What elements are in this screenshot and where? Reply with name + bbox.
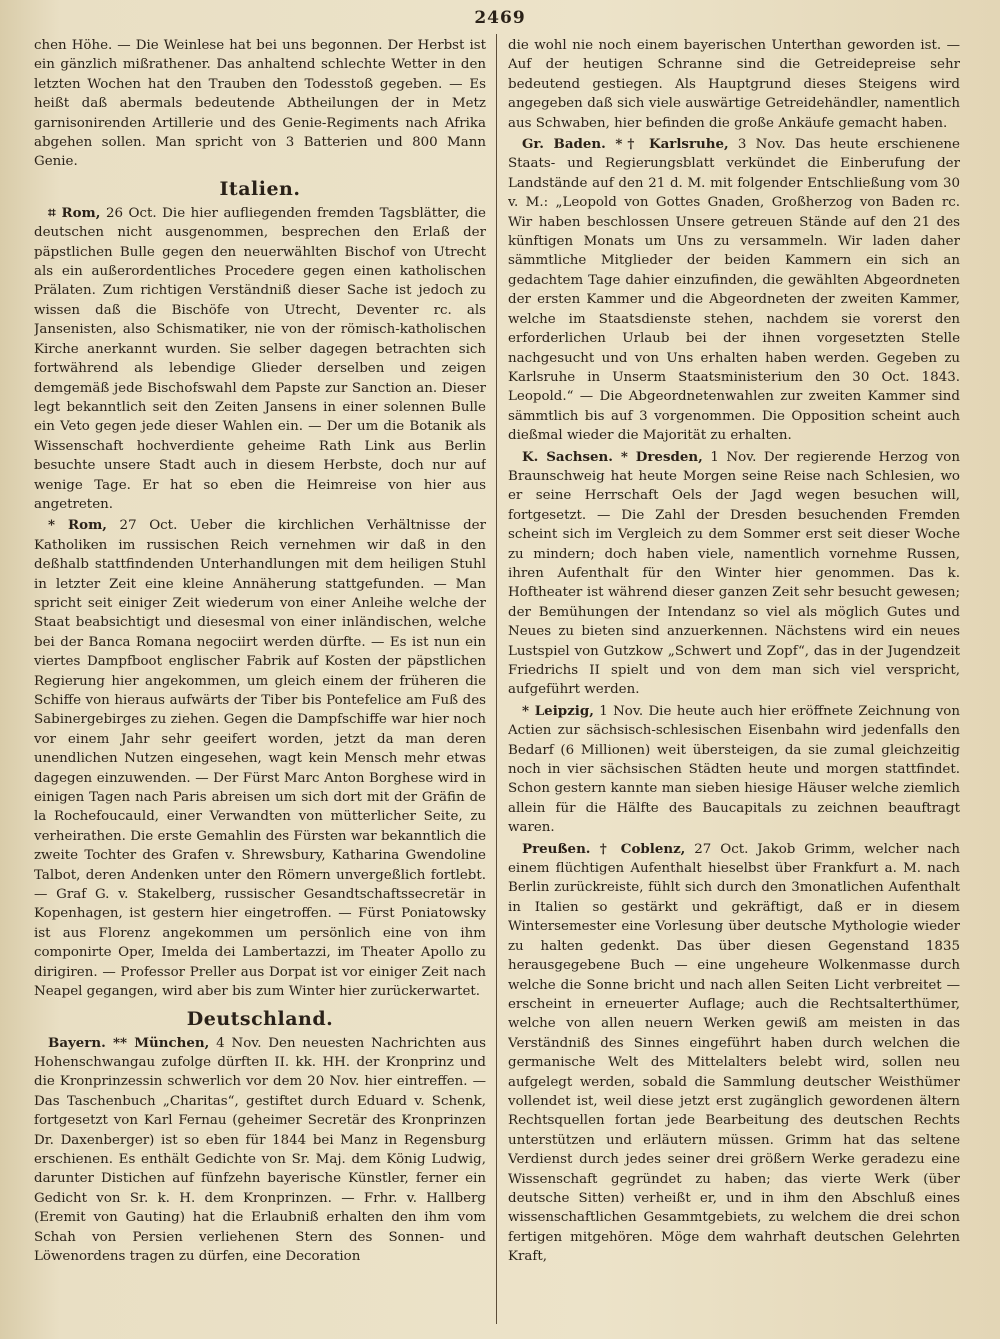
dateline: Preußen. † Coblenz, <box>522 840 686 857</box>
article-text: 1 Nov. Die heute auch hier eröffnete Zeichnung von Actien zur sächsisch-schlesischen Eisenbahn wird jedenfalls den Bedarf (6 Millionen) weit übersteigen, da sie zumal gleichzeitig noch in vier sächsischen Städten heute und morgen stattfindet. Schon gestern kannte man sieben hiesige Häuser welche ziemlich allein für die Hälfte des Baucapitals zu zeichnen beauftragt waren. <box>508 703 960 836</box>
article-text: 27 Oct. Ueber die kirchlichen Verhältnisse der Katholiken im russischen Reich vernehmen wir daß in den deßhalb stattfindenden Unterhandlungen mit dem heiligen Stuhl in letzter Zeit eine kleine Annäherung stattgefunden. — Man spricht seit einiger Zeit wiederum von einer Anleihe welche der Staat beabsichtigt und diesesmal von einer inländischen, welche bei der Banca Romana negociirt werden dürfte. — Es ist nun ein viertes Dampfboot englischer Fabrik auf Kosten der päpstlichen Regierung hier angekommen, um gleich einem der früheren die Schiffe von hieraus aufwärts der Tiber bis Pontefelice am Fuß des Sabinergebirges zu ziehen. Gegen die Dampfschiffe war hier noch vor einem Jahr sehr geeifert worden, jetzt da man deren unendlichen Nutzen eingesehen, wagt kein Mensch mehr etwas dagegen einzuwenden. — Der Fürst Marc Anton Borghese wird in einigen Tagen nach Paris abreisen um sich dort mit der Gräfin de la Rochefoucauld, einer Verwandten von mütterlicher Seite, zu verheirathen. Die erste Gemahlin des Fürsten war bekanntlich die zweite Tochter des Grafen v. Shrewsbury, Katharina Gwendoline Talbot, deren Andenken unter den Römern unvergeßlich fortlebt. — Graf G. v. Stakelberg, russischer Gesandtschaftssecretär in Kopenhagen, ist gestern hier eingetroffen. — Fürst Poniatowsky ist aus Florenz angekommen um persönlich eine von ihm componirte Oper, Imelda dei Lambertazzi, im Theater Apollo zu dirigiren. — Professor Preller aus Dorpat ist vor einiger Zeit nach Neapel gegangen, wird aber bis zum Winter hier zurückerwartet. <box>34 518 486 1000</box>
article-leipzig <box>508 702 960 838</box>
article-dresden <box>508 448 960 700</box>
article-paragraph: die wohl nie noch einem bayerischen Unterthan geworden ist. — Auf der heutigen Schranne sind die Getreidepreise sehr bedeutend gestiegen. Als Hauptgrund dieses Steigens wird angegeben daß sich viele auswärtige Getreidehändler, namentlich aus Schwaben, hier befinden die große Ankäufe gemacht haben. <box>508 38 960 131</box>
page-number: 2469 <box>474 8 526 28</box>
article-karlsruhe <box>508 135 960 446</box>
dateline: Gr. Baden. *† Karlsruhe, <box>522 136 729 153</box>
article-text: 26 Oct. Die hier aufliegenden fremden Tagsblätter, die deutschen nicht ausgenommen, besprechen den Erlaß der päpstlichen Bulle gegen den neuerwählten Bischof von Utrecht als ein außerordentliches Procedere gegen einen katholischen Prälaten. Zum richtigen Verständniß dieser Sache ist jedoch zu wissen daß die Bischöfe von Utrecht, Deventer rc. als Jansenisten, also Schismatiker, nie von der römisch-katholischen Kirche anerkannt wurden. Sie selber dagegen betrachten sich fortwährend als lebendige Glieder derselben und zeigen demgemäß jede Bischofswahl dem Papste zur Sanction an. Dieser legt bekanntlich seit den Zeiten Jansens in einer solennen Bulle ein Veto gegen jede dieser Wahlen ein. — Der um die Botanik als Wissenschaft hochverdiente geheime Rath Link aus Berlin besuchte unsere Stadt auch in diesem Herbste, doch nur auf wenige Tage. Er hat so eben die Heimreise von hier aus angetreten. <box>34 205 486 512</box>
dateline: K. Sachsen. * Dresden, <box>522 448 703 465</box>
section-heading-deutschland: Deutschland. <box>186 1007 334 1030</box>
article-muenchen <box>34 1034 486 1267</box>
article-paragraph: chen Höhe. — Die Weinlese hat bei uns begonnen. Der Herbst ist ein gänzlich mißrathener. Das anhaltend schlechte Wetter in den letzten Wochen hat den Trauben den Todesstoß gegeben. — Es heißt daß abermals bedeutende Abtheilungen der in Metz garnisonirenden Artillerie und des Genie-Regiments nach Afrika abgehen sollen. Man spricht von 3 Batterien und 800 Mann Genie. <box>34 38 486 170</box>
left-column <box>34 36 486 1324</box>
dateline: Bayern. ** München, <box>48 1034 210 1051</box>
article-text: 27 Oct. Jakob Grimm, welcher nach einem flüchtigen Aufenthalt hieselbst über Frankfurt a. M. nach Berlin zurückreiste, fühlt sich durch den 3monatlichen Aufenthalt in Italien so gestärkt und gekräftigt, daß er in diesem Wintersemester eine Vorlesung über deutsche Mythologie wieder zu halten gedenkt. Das über diesen Gegenstand 1835 herausgegebene Buch — eine ungeheure Wolkenmasse durch welche die Sonne bricht und nach allen Seiten Licht verbreitet — erscheint in erneuerter Auflage; auch die Rechtsalterthümer, welche von allen neuern Werken gewiß am meisten in das Verständniß des Sinnes eingeführt haben durch welchen die germanische Welt des Mittelalters belebt wird, sollen neu aufgelegt werden, sobald die Sammlung deutscher Weisthümer vollendet ist, weil diese jetzt erst zugänglich gewordenen ältern Rechtsquellen fortan jede Bearbeitung des deutschen Rechts unterstützen und erläutern müssen. Grimm hat das seltene Verdienst durch jedes seiner drei größern Werke geradezu eine Wissenschaft gegründet zu haben; das vierte Werk (über deutsche Sitten) verheißt er, und in ihm den Abschluß eines wissenschaftlichen Gesammtgebiets, zu welchem die drei schon fertigen mitgehören. Möge dem wahrhaft deutschen Gelehrten Kraft, <box>508 841 960 1265</box>
article-rom-27-oct <box>34 516 486 1001</box>
dateline: * Rom, <box>48 517 107 534</box>
dateline: ⌗ Rom, <box>48 204 101 221</box>
article-coblenz <box>508 840 960 1267</box>
article-text: 1 Nov. Der regierende Herzog von Braunschweig hat heute Morgen seine Reise nach Schlesien, wo er seine Herrschaft Oels der Jagd wegen besuchen will, fortgesetzt. — Die Zahl der Dresden besuchenden Fremden scheint sich im Vergleich zu dem Sommer erst seit dieser Woche zu mindern; doch haben viele, namentlich vornehme Russen, ihren Aufenthalt für den Winter hier genommen. Das k. Hoftheater ist während dieser ganzen Zeit sehr besucht gewesen; der Bemühungen der Intendanz so viel als möglich Gutes und Neues zu bieten sind anzuerkennen. Nächstens wird ein neues Lustspiel von Gutzkow „Schwert und Zopf“, das in der Jugendzeit Friedrichs II spielt und von dem man sich viel verspricht, aufgeführt werden. <box>508 449 960 698</box>
dateline: * Leipzig, <box>522 702 594 719</box>
article-text: 4 Nov. Den neuesten Nachrichten aus Hohenschwangau zufolge dürften II. kk. HH. der Kronprinz und die Kronprinzessin schwerlich vor dem 20 Nov. hier eintreffen. — Das Taschenbuch „Charitas“, gestiftet durch Eduard v. Schenk, fortgesetzt von Karl Fernau (geheimer Secretär des Kronprinzen Dr. Daxenberger) ist so eben für 1844 bei Manz in Regensburg erschienen. Es enthält Gedichte von Sr. Maj. dem König Ludwig, darunter Distichen auf fünfzehn bayerische Künstler, ferner ein Gedicht von Sr. k. H. dem Kronprinzen. — Frhr. v. Hallberg (Eremit von Gauting) hat die Erlaubniß erhalten den ihm vom Schah von Persien verliehenen Stern des Sonnen- und Löwenordens tragen zu dürfen, eine Decoration <box>34 1035 486 1264</box>
section-heading-italien: Italien. <box>219 177 301 200</box>
right-column <box>508 36 960 1324</box>
article-text: 3 Nov. Das heute erschienene Staats- und Regierungsblatt verkündet die Einberufung der Landstände auf den 21 d. M. mit folgender Entschließung vom 30 v. M.: „Leopold von Gottes Gnaden, Großherzog von Baden rc. Wir haben beschlossen Unsere getreuen Stände auf den 21 des künftigen Monats um Uns zu versammeln. Wir laden daher sämmtliche Mitglieder der beiden Kammern ein sich an gedachtem Tage dahier einzufinden, die gewählten Abgeordneten der ersten Kammer und die Abgeordneten der zweiten Kammer, welche im Staatsdienste stehen, nachdem sie vorerst den erforderlichen Urlaub bei der ihnen vorgesetzten Stelle nachgesucht und von Uns erhalten haben werden. Gegeben zu Karlsruhe in Unserm Staatsministerium den 30 Oct. 1843. Leopold.“ — Die Abgeordnetenwahlen zur zweiten Kammer sind sämmtlich bis auf 3 vorgenommen. Die Opposition scheint auch dießmal wieder die Majorität zu erhalten. <box>508 137 960 444</box>
article-rom-26-oct <box>34 204 486 515</box>
column-divider <box>496 34 497 1324</box>
